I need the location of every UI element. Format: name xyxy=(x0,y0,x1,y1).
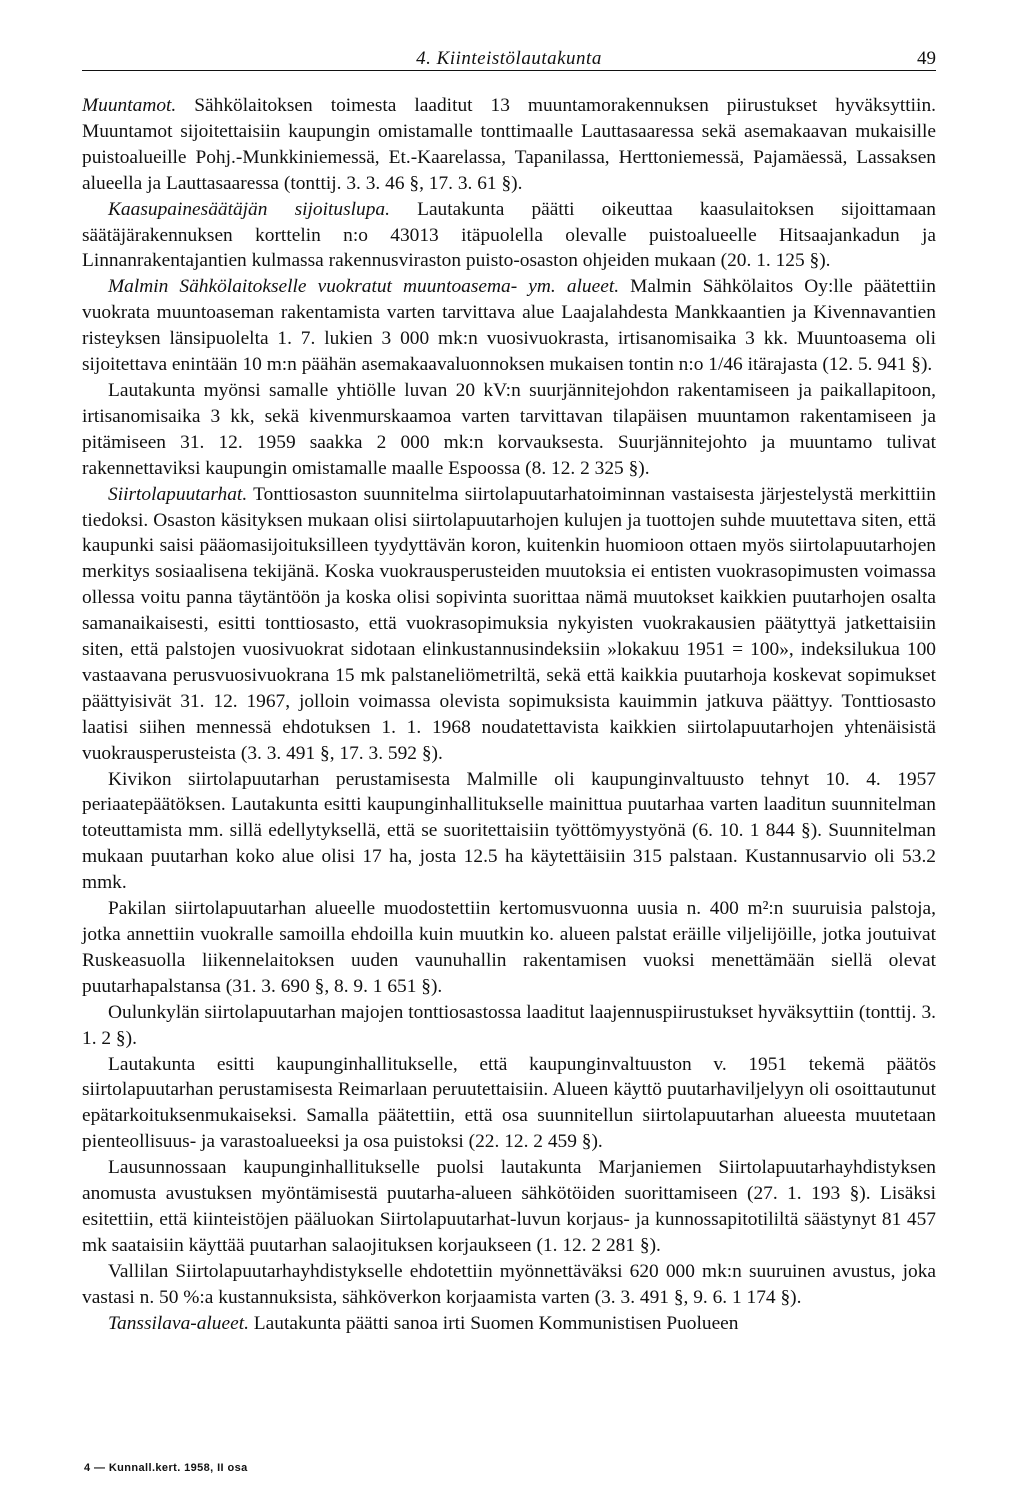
paragraph-text: Malmin Sähkölaitos Oy:lle päätettiin vuokrata muuntoaseman rakentamista varten tarvittava alue Laajalahdesta Mankkaantien ja Kivennavantien risteyksen länsipuolelta 1. 7. lukien 3 000 mk:n vuosivuokrasta, irtisanomisaika 3 kk. Muuntoasema oli sijoitettava enintään 10 m:n päähän asemakaavaluonnoksen mukaisen tontin n:o 1/46 itärajasta (12. 5. 941 §). xyxy=(82,276,936,376)
paragraph xyxy=(82,1311,936,1337)
paragraph-text: Kivikon siirtolapuutarhan perustamisesta Malmille oli kaupunginvaltuusto tehnyt 10. 4. 1957 periaatepäätöksen. Lautakunta esitti kaupunginhallitukselle mainittua puutarhaa varten laaditun suunnitelman toteuttamista mm. sillä edellytyksellä, että se suoritettaisiin työttömyystyönä (6. 10. 1 844 §). Suunnitelman mukaan puutarhan koko alue olisi 17 ha, josta 12.5 ha käytettäisiin 315 palstaan. Kustannusarvio oli 53.2 mmk. xyxy=(82,768,936,894)
body-text xyxy=(82,93,936,1337)
signature-mark: 4 — Kunnall.kert. 1958, II osa xyxy=(84,1462,248,1474)
paragraph-heading: Siirtolapuutarhat. xyxy=(108,483,248,505)
paragraph xyxy=(82,1155,936,1259)
paragraph-text: Lautakunta myönsi samalle yhtiölle luvan 20 kV:n suurjännitejohdon rakentamiseen ja paikallapitoon, irtisanomisaika 3 kk, sekä kivenmurskaamoa varten tarvittavan tilapäisen muuntamon rakentamiseen ja pitämiseen 31. 12. 1959 saakka 2 000 mk:n korvauksesta. Suurjännitejohto ja muuntamo tulivat rakennettaviksi kaupungin omistamalle maalle Espoossa (8. 12. 2 325 §). xyxy=(82,379,936,479)
page-number: 49 xyxy=(917,48,936,69)
paragraph xyxy=(82,896,936,1000)
paragraph xyxy=(82,378,936,482)
paragraph-text: Sähkölaitoksen toimesta laaditut 13 muuntamorakennuksen piirustukset hyväksyttiin. Muuntamot sijoitettaisiin kaupungin omistamalle tonttimaalle Lauttasaaressa sekä asemakaavan mukaisille puistoalueille Pohj.-Munkkiniemessä, Et.-Kaarelassa, Tapanilassa, Herttoniemessä, Pajamäessä, Lassaksen alueella ja Lauttasaaressa (tonttij. 3. 3. 46 §, 17. 3. 61 §). xyxy=(82,95,936,194)
paragraph xyxy=(82,1000,936,1052)
paragraph-text: Lautakunta päätti sanoa irti Suomen Kommunistisen Puolueen xyxy=(248,1312,739,1334)
paragraph xyxy=(82,482,936,767)
paragraph-text: Oulunkylän siirtolapuutarhan majojen tonttiosastossa laaditut laajennuspiirustukset hyväksyttiin (tonttij. 3. 1. 2 §). xyxy=(82,1001,936,1049)
paragraph-text: Lautakunta esitti kaupunginhallitukselle, että kaupunginvaltuuston v. 1951 tekemä päätös siirtolapuutarhan perustamisesta Reimarlaan peruutettaisiin. Alueen käyttö puutarhaviljelyyn oli osoittautunut epätarkoituksenmukaiseksi. Samalla päätettiin, että osa suunnitellun siirtolapuutarhan alueesta muutetaan pienteollisuus- ja varastoalueeksi ja osa puistoksi (22. 12. 2 459 §). xyxy=(82,1053,936,1153)
paragraph xyxy=(82,1259,936,1311)
paragraph xyxy=(82,274,936,378)
paragraph-heading: Tanssilava-alueet. xyxy=(108,1312,249,1334)
paragraph-text: Pakilan siirtolapuutarhan alueelle muodostettiin kertomusvuonna uusia n. 400 m²:n suuruisia palstoja, jotka annettiin vuokralle samoilla ehdoilla kuin muutkin ko. alueen palstat eräille viljelijöille, jotka joutuivat Ruskeasuolla liikennelaitoksen uuden vaunuhallin rakentamisen vuoksi menettämään siellä olevat puutarhapalstansa (31. 3. 690 §, 8. 9. 1 651 §). xyxy=(82,898,936,997)
paragraph-text: Tonttiosaston suunnitelma siirtolapuutarhatoiminnan vastaisesta järjestelystä merkittiin tiedoksi. Osaston käsityksen mukaan olisi siirtolapuutarhojen kulujen ja tuottojen suhde muutettava siten, että kaupunki saisi pääomasijoituksilleen tyydyttävän koron, kuitenkin huomioon ottaen myös siirtolapuutarhojen merkitys sosiaalisena tekijänä. Koska vuokrausperusteiden muutoksia ei entisten vuokrasopimusten voimassa ollessa voitu panna täytäntöön ja koska olisi sopivinta suorittaa nämä muutokset kaikkien puutarhojen osalta samanaikaisesti, esitti tonttiosasto, että vuokrasopimuksia nykyisten vuokrakausien päätyttyä jatkettaisiin siten, että palstojen vuosivuokrat sidotaan elinkustannusindeksiin »lokakuu 1951 = 100», indeksilukua 100 vastaavana perusvuosivuokrana 15 mk palstaneliömetriltä, sekä että kaikkia puutarhoja koskevat sopimukset päättyisivät 31. 12. 1967, jolloin voimassa olevista sopimuksista kauimmin jatkuva päättyy. Tonttiosasto laatisi siihen mennessä ehdotuksen 1. 1. 1968 noudatettavista kaikkien siirtolapuutarhojen yhtenäisistä vuokrausperusteista (3. 3. 491 §, 17. 3. 592 §). xyxy=(82,483,936,764)
paragraph xyxy=(82,197,936,275)
running-head xyxy=(82,40,936,71)
paragraph xyxy=(82,767,936,897)
chapter-title: 4. Kiinteistölautakunta xyxy=(416,48,602,69)
paragraph-text: Lautakunta päätti oikeuttaa kaasulaitoksen sijoittamaan säätäjärakennuksen korttelin n:o 43013 itäpuolella olevalle puistoalueelle Hitsaajankadun ja Linnanrakentajantien kulmassa rakennusviraston puisto-osaston ohjeiden mukaan (20. 1. 125 §). xyxy=(82,198,936,272)
paragraph-heading: Malmin Sähkölaitokselle vuokratut muuntoasema- ym. alueet. xyxy=(108,276,620,298)
paragraph-text: Lausunnossaan kaupunginhallitukselle puolsi lautakunta Marjaniemen Siirtolapuutarhayhdistyksen anomusta avustuksen myöntämisestä puutarha-alueen sähkötöiden suorittamiseen (27. 1. 193 §). Lisäksi esitettiin, että kiinteistöjen pääluokan Siirtolapuutarhat-luvun korjaus- ja kunnossapitotililtä säästynyt 81 457 mk saataisiin käyttää puutarhan salaojituksen korjaukseen (1. 12. 2 281 §). xyxy=(82,1157,936,1256)
paragraph-heading: Muuntamot. xyxy=(82,95,177,116)
paragraph-text: Vallilan Siirtolapuutarhayhdistykselle ehdotettiin myönnettäväksi 620 000 mk:n suuruinen avustus, joka vastasi n. 50 %:a kustannuksista, sähköverkon korjaamista varten (3. 3. 491 §, 9. 6. 1 174 §). xyxy=(82,1260,936,1308)
page xyxy=(82,40,936,1337)
paragraph-heading: Kaasupainesäätäjän sijoituslupa. xyxy=(108,198,390,220)
paragraph xyxy=(82,1052,936,1156)
paragraph xyxy=(82,93,936,197)
